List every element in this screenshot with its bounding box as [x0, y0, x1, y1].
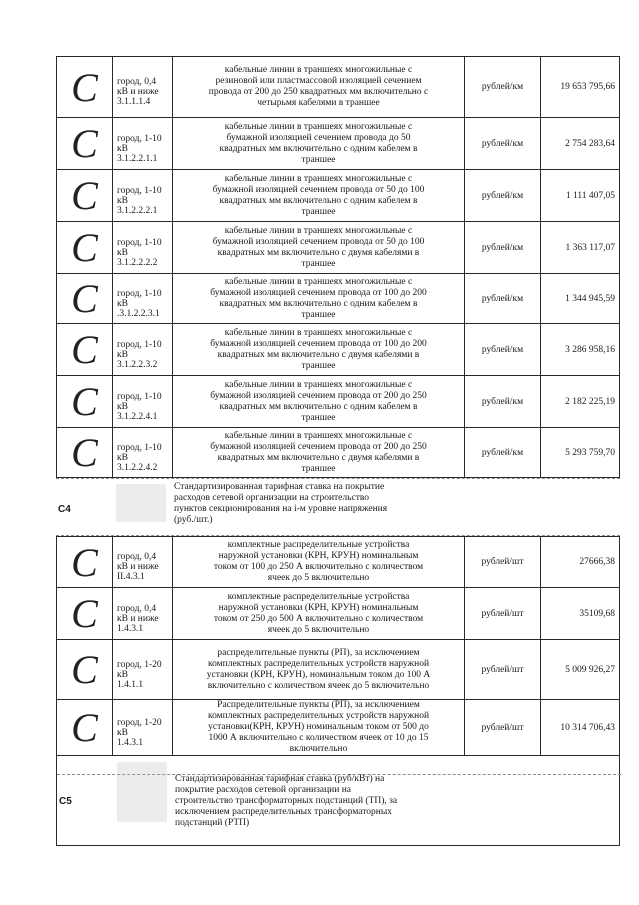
- row-letter: C: [57, 274, 113, 323]
- row-letter: C: [57, 588, 113, 639]
- row-description-text: кабельные линии в траншеях многожильные с бумажной изоляцией сечением провода от 50 до 100 квадратных мм включительно с двумя кабелями в траншее: [212, 225, 425, 269]
- row-value: 1 111 407,05: [565, 190, 615, 201]
- table-row: [56, 56, 620, 118]
- row-value: 2 182 225,19: [565, 396, 615, 407]
- row-description: [173, 537, 465, 587]
- row-value: 27666,38: [579, 557, 615, 567]
- row-letter: C: [57, 640, 113, 699]
- section-c4: [56, 478, 620, 536]
- row-code: [113, 537, 173, 587]
- row-letter: C: [57, 57, 113, 117]
- row-value: 5 009 926,27: [565, 664, 615, 675]
- table-row: [56, 376, 620, 428]
- row-code: [113, 324, 173, 375]
- row-letter: C: [57, 222, 113, 273]
- row-description: [173, 640, 465, 699]
- row-unit: рублей/шт: [465, 588, 541, 639]
- row-description: [173, 222, 465, 273]
- row-description-text: кабельные линии в траншеях многожильные с бумажной изоляцией сечением провода от 100 до 200 квадратных мм включительно с двумя кабелями в траншее: [210, 327, 427, 371]
- row-value: 5 293 759,70: [565, 447, 615, 458]
- row-unit: рублей/км: [465, 222, 541, 273]
- row-value: 19 653 795,66: [560, 82, 615, 92]
- row-description-text: распределительные пункты (РП), за исключением комплектных распределительных устройств наружной установки (КРН, КРУН), номинальным током до 100 А включительно с количеством ячеек до 5 включительно: [206, 647, 431, 691]
- scan-smudge: [117, 762, 167, 822]
- row-unit: рублей/шт: [465, 640, 541, 699]
- scan-divider: [56, 478, 620, 479]
- row-code-text: город, 1-10 кВ 3.1.2.2.1.1: [117, 133, 162, 164]
- row-description: [173, 118, 465, 169]
- row-unit: рублей/км: [465, 376, 541, 427]
- scan-smudge: [116, 484, 166, 522]
- row-code-text: город, 0,4 кВ и ниже 3.1.1.1.4: [117, 77, 159, 107]
- row-code-text: город, 1-20 кВ 1.4.1.1: [117, 659, 162, 690]
- row-value: 3 286 958,16: [565, 344, 615, 355]
- row-code-text: город, 1-10 кВ 3.1.2.2.2.1: [117, 185, 162, 216]
- table-row: [56, 170, 620, 222]
- row-code: [113, 118, 173, 169]
- row-unit: рублей/шт: [465, 537, 541, 587]
- table-row: [56, 640, 620, 700]
- row-description: [173, 324, 465, 375]
- row-letter: C: [57, 428, 113, 477]
- row-code-text: город, 0,4 кВ и ниже II.4.3.1: [117, 552, 159, 582]
- section-title: Стандартизированная тарифная ставка на покрытие расходов сетевой организации на строительство пунктов секционирования на i-м уровне напряжения (руб./шт.): [174, 482, 388, 525]
- row-description: [173, 700, 465, 755]
- row-description: [173, 428, 465, 477]
- row-description-text: кабельные линии в траншеях многожильные с бумажной изоляцией сечением провода до 50 квадратных мм включительно с одним кабелем в траншее: [219, 121, 418, 165]
- row-code: [113, 428, 173, 477]
- row-description: [173, 376, 465, 427]
- row-description-text: кабельные линии в траншеях многожильные с бумажной изоляцией сечением провода от 100 до 200 квадратных мм включительно с одним кабелем в траншее: [210, 276, 427, 320]
- table-row: [56, 118, 620, 170]
- row-letter: C: [57, 324, 113, 375]
- section-title: Стандартизированная тарифная ставка (руб/кВт) на покрытие расходов сетевой организации на строительство трансформаторных подстанций (ТП), за исключением распределительных трансформаторных подстанций (РТП): [175, 774, 398, 828]
- row-code-text: город, 1-10 кВ 3.1.2.2.3.2: [117, 339, 162, 370]
- row-description-text: кабельные линии в траншеях многожильные с резиновой или пластмассовой изоляцией сечением провода от 200 до 250 квадратных мм включительно с четырьмя кабелями в траншее: [208, 65, 429, 108]
- row-letter: C: [57, 537, 113, 587]
- table-row: [56, 324, 620, 376]
- row-description: [173, 274, 465, 323]
- row-code-text: город, 1-20 кВ 1.4.3.1: [117, 717, 162, 748]
- row-unit: рублей/км: [465, 428, 541, 477]
- row-code-text: город, 1-10 кВ .3.1.2.2.3.1: [117, 288, 162, 319]
- row-unit: рублей/км: [465, 274, 541, 323]
- row-code-text: город, 0,4 кВ и ниже 1.4.3.1: [117, 603, 159, 634]
- row-code: [113, 274, 173, 323]
- row-unit: рублей/км: [465, 170, 541, 221]
- row-letter: C: [57, 170, 113, 221]
- row-unit: рублей/км: [465, 324, 541, 375]
- section-code: C4: [58, 504, 71, 515]
- row-value: 1 344 945,59: [565, 293, 615, 304]
- row-description: [173, 57, 465, 117]
- row-value: 1 363 117,07: [565, 242, 615, 253]
- row-code: [113, 588, 173, 639]
- row-unit: рублей/шт: [465, 700, 541, 755]
- row-description-text: комплектные распределительные устройства наружной установки (КРН, КРУН) номинальным током от 250 до 500 А включительно с количеством ячеек до 5 включительно: [213, 591, 424, 635]
- row-description-text: Распределительные пункты (РП), за исключением комплектных распределительных устройств наружной установки(КРН, КРУН) номинальным током от 500 до 1000 А включительно с количеством ячеек от 10 до 15 включительно: [207, 700, 430, 754]
- table-row: [56, 222, 620, 274]
- row-letter: C: [57, 376, 113, 427]
- row-description-text: кабельные линии в траншеях многожильные с бумажной изоляцией сечением провода от 50 до 100 квадратных мм включительно с одним кабелем в траншее: [212, 173, 425, 217]
- section-code: C5: [59, 796, 72, 807]
- row-code-text: город, 1-10 кВ 3.1.2.2.4.1: [117, 391, 162, 422]
- row-code-text: город, 1-10 кВ 3.1.2.2.2.2: [117, 237, 162, 268]
- row-unit: рублей/км: [465, 118, 541, 169]
- row-description-text: кабельные линии в траншеях многожильные с бумажной изоляцией сечением провода от 200 до 250 квадратных мм включительно с двумя кабелями в траншее: [210, 430, 427, 474]
- row-code: [113, 57, 173, 117]
- row-unit: рублей/км: [465, 57, 541, 117]
- table-row: [56, 274, 620, 324]
- row-value: 2 754 283,64: [565, 138, 615, 149]
- row-description-text: комплектные распределительные устройства наружной установки (КРН, КРУН) номинальным током от 100 до 250 А включительно с количеством ячеек до 5 включительно: [213, 540, 424, 583]
- table-row: [56, 588, 620, 640]
- row-code: [113, 700, 173, 755]
- table-row: [56, 536, 620, 588]
- row-letter: C: [57, 700, 113, 755]
- table-row: [56, 700, 620, 756]
- row-letter: C: [57, 118, 113, 169]
- row-description: [173, 588, 465, 639]
- row-code: [113, 222, 173, 273]
- row-code: [113, 640, 173, 699]
- section-c5: [56, 756, 620, 846]
- row-description-text: кабельные линии в траншеях многожильные с бумажной изоляцией сечением провода от 200 до 250 квадратных мм включительно с одним кабелем в траншее: [210, 379, 427, 423]
- row-description: [173, 170, 465, 221]
- row-value: 10 314 706,43: [560, 722, 615, 733]
- row-value: 35109,68: [579, 608, 615, 619]
- table-row: [56, 428, 620, 478]
- row-code: [113, 376, 173, 427]
- row-code: [113, 170, 173, 221]
- row-code-text: город, 1-10 кВ 3.1.2.2.4.2: [117, 442, 162, 473]
